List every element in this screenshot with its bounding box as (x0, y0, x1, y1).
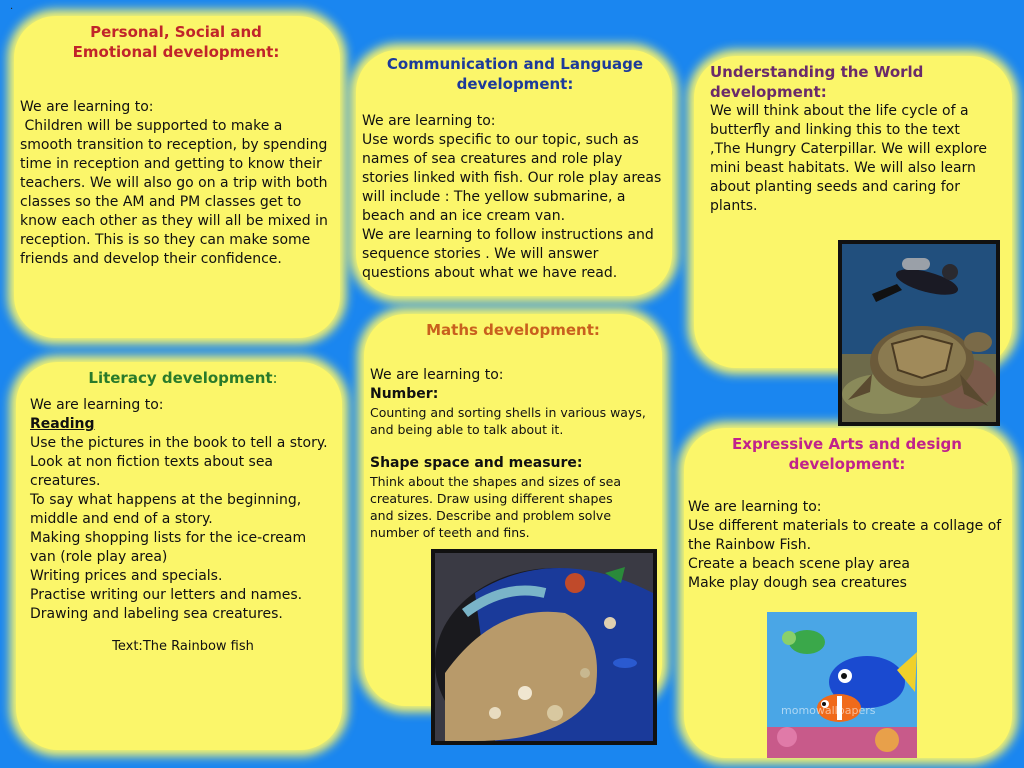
cl-text2: We are learning to follow instructions and sequence stories . We will answer questions about what we have read. (362, 227, 654, 281)
diver-turtle-illustration (842, 244, 996, 422)
literacy-title-colon: : (272, 369, 278, 387)
pse-title-line2: Emotional development: (72, 43, 280, 61)
maths-shape-text: Think about the shapes and sizes of sea creatures. Draw using different shapes and sizes. Describe and problem solve number of teeth and fins. (370, 474, 621, 540)
cartoon-fish-image (767, 612, 917, 758)
sand-tray-photo (431, 549, 657, 745)
panel-literacy (16, 362, 342, 750)
utw-text: We will think about the life cycle of a butterfly and linking this to the text ,The Hungry Caterpillar. We will explore mini beast habitats. We will also learn about planting seeds and caring for plants. (710, 103, 988, 214)
literacy-intro: We are learning to: (30, 397, 164, 413)
maths-number-text: Counting and sorting shells in various ways, and being able to talk about it. (370, 405, 646, 437)
cl-title-line2: development: (456, 75, 574, 93)
image-watermark: momowallpapers (781, 704, 876, 717)
pse-intro: We are learning to: (20, 99, 154, 115)
pse-text: Children will be supported to make a smooth transition to reception, by spending time in reception and getting to know their teachers. We will also go on a trip with both classes so the AM and PM classes get to know each other as they will all be mixed in reception. This is so they can make some friends and develop their confidence. (20, 118, 333, 267)
literacy-title-text: Literacy development (88, 369, 273, 387)
maths-intro: We are learning to: (370, 367, 504, 383)
literacy-line: Look at non fiction texts about sea creatures. (30, 454, 274, 489)
utw-title-line2: development: (710, 83, 827, 101)
literacy-line: Making shopping lists for the ice-cream van (role play area) (30, 530, 307, 565)
diver-turtle-photo (838, 240, 1000, 426)
ead-intro: We are learning to: (688, 499, 822, 515)
ead-line: Create a beach scene play area (688, 556, 910, 572)
ead-title-line1: Expressive Arts and design (732, 435, 962, 453)
literacy-line: Drawing and labeling sea creatures. (30, 606, 283, 622)
maths-shape-heading: Shape space and measure: (370, 455, 583, 471)
panel-pse (14, 16, 340, 338)
maths-number-heading: Number: (370, 386, 439, 402)
ead-line: Make play dough sea creatures (688, 575, 907, 591)
cl-title-line1: Communication and Language (386, 55, 644, 73)
utw-title-line1: Understanding the World (710, 63, 924, 81)
literacy-line: Writing prices and specials. (30, 568, 223, 584)
literacy-footer: Text:The Rainbow fish (112, 639, 254, 654)
ead-title-line2: development: (788, 455, 906, 473)
page-mark: · (10, 4, 14, 15)
literacy-line: Use the pictures in the book to tell a story. (30, 435, 328, 451)
literacy-line: To say what happens at the beginning, middle and end of a story. (30, 492, 302, 527)
maths-title: Maths development: (426, 321, 600, 339)
cl-intro: We are learning to: (362, 113, 496, 129)
sand-tray-illustration (435, 553, 653, 741)
cartoon-fish-illustration (767, 612, 917, 758)
pse-title-line1: Personal, Social and (90, 23, 262, 41)
literacy-line: Practise writing our letters and names. (30, 587, 303, 603)
cl-text1: Use words specific to our topic, such as names of sea creatures and role play stories linked with fish. Our role play areas will include : The yellow submarine, a beach and an ice cream van. (362, 132, 662, 224)
panel-communication-language (356, 50, 672, 296)
literacy-subheading: Reading (30, 416, 95, 432)
ead-line: Use different materials to create a collage of the Rainbow Fish. (688, 518, 1002, 553)
literacy-title (30, 368, 336, 388)
